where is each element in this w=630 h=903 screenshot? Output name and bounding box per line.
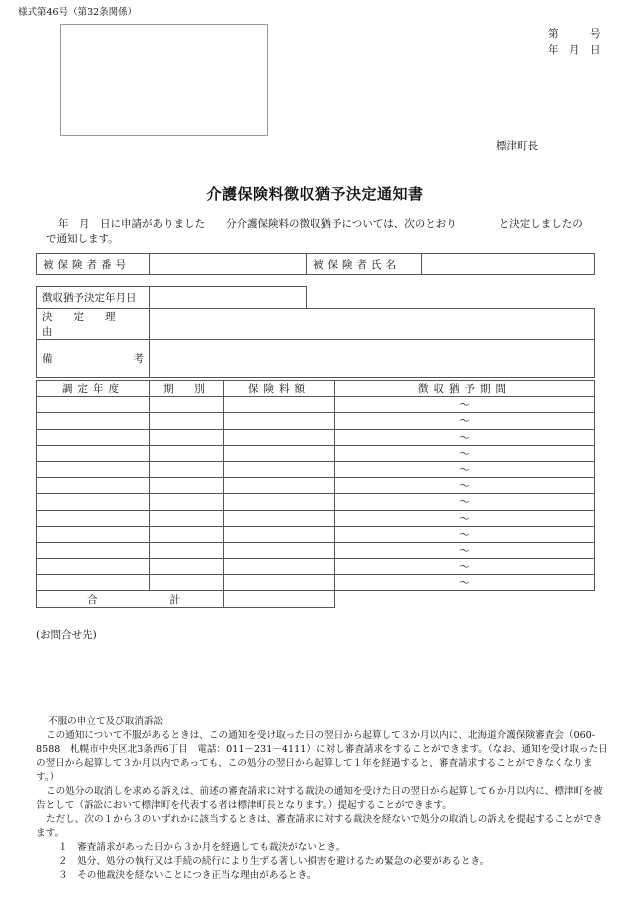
- row-period: [150, 559, 224, 575]
- address-box: [60, 24, 268, 136]
- row-deferral-period: ～: [335, 461, 595, 477]
- row-premium: [224, 542, 335, 558]
- row-period: [150, 413, 224, 429]
- row-deferral-period: ～: [335, 494, 595, 510]
- appeal-item-1: １ 審査請求があった日から３か月を経過しても裁決がないとき。: [58, 842, 346, 853]
- row-premium: [224, 559, 335, 575]
- row-deferral-period: ～: [335, 429, 595, 445]
- row-deferral-period: ～: [335, 526, 595, 542]
- sender-name: 標津町長: [496, 140, 538, 152]
- row-deferral-period: ～: [335, 397, 595, 413]
- header-premium: 保険料額: [224, 381, 335, 397]
- appeal-heading: 不服の申立て及び取消訴訟: [48, 716, 164, 727]
- row-fiscal-year: [37, 478, 150, 494]
- appeal-paragraph-3: ただし、次の１から３のいずれかに該当するときは、審査請求に対する裁決を経ないで処分の取消しの訴えを提起することができます。: [36, 814, 603, 839]
- insured-name-label: 被保険者氏名: [307, 254, 422, 275]
- row-deferral-period: ～: [335, 575, 595, 591]
- row-premium: [224, 413, 335, 429]
- schedule-row: [37, 429, 595, 445]
- decision-table: [36, 286, 595, 378]
- appeal-item-2: ２ 処分、処分の執行又は手続の続行により生ずる著しい損害を避けるため緊急の必要があるとき。: [58, 856, 490, 867]
- insured-table: [36, 253, 595, 275]
- row-deferral-period: ～: [335, 478, 595, 494]
- row-fiscal-year: [37, 510, 150, 526]
- schedule-row: [37, 575, 595, 591]
- header-deferral-period: 徴収猶予期間: [335, 381, 595, 397]
- schedule-row: [37, 397, 595, 413]
- row-premium: [224, 445, 335, 461]
- row-deferral-period: ～: [335, 445, 595, 461]
- insured-number-value: [150, 254, 307, 275]
- row-fiscal-year: [37, 445, 150, 461]
- row-premium: [224, 494, 335, 510]
- row-premium: [224, 575, 335, 591]
- remarks-value: [150, 340, 595, 378]
- row-fiscal-year: [37, 413, 150, 429]
- intro-line-1: 年 月 日に申請がありました 分介護保険料の徴収猶予については、次のとおり と決定しましたの: [58, 218, 583, 230]
- total-value: [224, 591, 335, 607]
- schedule-row: [37, 413, 595, 429]
- row-period: [150, 494, 224, 510]
- row-fiscal-year: [37, 429, 150, 445]
- row-deferral-period: ～: [335, 542, 595, 558]
- schedule-row: [37, 478, 595, 494]
- decision-date-label: 徴収猶予決定年月日: [37, 287, 150, 309]
- row-fiscal-year: [37, 526, 150, 542]
- header-fiscal-year: 調定年度: [37, 381, 150, 397]
- intro-line-2: で通知します。: [46, 233, 119, 245]
- total-blank: [335, 591, 595, 607]
- appeal-paragraph-2: この処分の取消しを求める訴えは、前述の審査請求に対する裁決の通知を受けた日の翌日から起算して６か月以内に、標津町を被告として（訴訟において標津町を代表する者は標津町長となります。）提起することができます。: [36, 786, 603, 811]
- row-premium: [224, 526, 335, 542]
- row-period: [150, 445, 224, 461]
- row-period: [150, 542, 224, 558]
- decision-date-blank: [307, 287, 595, 309]
- schedule-row: [37, 461, 595, 477]
- row-period: [150, 478, 224, 494]
- schedule-row: [37, 526, 595, 542]
- insured-number-label: 被保険者番号: [37, 254, 150, 275]
- row-premium: [224, 429, 335, 445]
- schedule-row: [37, 494, 595, 510]
- total-label: [37, 591, 224, 607]
- document-title: 介護保険料徴収猶予決定通知書: [206, 185, 424, 203]
- schedule-row: [37, 559, 595, 575]
- total-row: [37, 591, 595, 607]
- row-fiscal-year: [37, 542, 150, 558]
- row-premium: [224, 510, 335, 526]
- row-fiscal-year: [37, 461, 150, 477]
- row-deferral-period: ～: [335, 559, 595, 575]
- form-number: 様式第46号（第32条関係）: [18, 7, 138, 18]
- row-premium: [224, 461, 335, 477]
- row-period: [150, 510, 224, 526]
- inquiry-label: (お問合せ先): [36, 629, 97, 641]
- insured-name-value: [422, 254, 595, 275]
- header-period: 期 別: [150, 381, 224, 397]
- row-deferral-period: ～: [335, 510, 595, 526]
- total-label-2: 計: [169, 593, 180, 606]
- decision-reason-label: 決 定 理 由: [37, 309, 150, 340]
- row-fiscal-year: [37, 397, 150, 413]
- remarks-label-1: 備: [42, 353, 53, 365]
- total-label-1: 合: [87, 593, 98, 606]
- remarks-label-2: 考: [133, 353, 144, 365]
- row-fiscal-year: [37, 575, 150, 591]
- remarks-label: [37, 340, 150, 378]
- row-fiscal-year: [37, 494, 150, 510]
- decision-reason-value: [150, 309, 595, 340]
- document-date: 年 月 日: [548, 44, 601, 56]
- schedule-row: [37, 510, 595, 526]
- row-period: [150, 575, 224, 591]
- row-deferral-period: ～: [335, 413, 595, 429]
- document-number: 第 号: [548, 28, 601, 40]
- appeal-section: [36, 715, 608, 883]
- appeal-paragraph-1: この通知について不服があるときは、この通知を受け取った日の翌日から起算して３か月以内に、北海道介護保険審査会（060-8588 札幌市中央区北3条西6丁目 電話：011－231－4111）に対し審査請求をすることができます。（なお、通知を受け取った日の翌日から起算して３か月以内であっても、この処分の翌日から起算して１年を経過すると、審査請求することができなくなります。）: [36, 730, 608, 783]
- row-period: [150, 397, 224, 413]
- decision-date-value: [150, 287, 307, 309]
- appeal-item-3: ３ その他裁決を経ないことにつき正当な理由があるとき。: [58, 870, 317, 881]
- row-premium: [224, 478, 335, 494]
- row-period: [150, 461, 224, 477]
- row-premium: [224, 397, 335, 413]
- row-fiscal-year: [37, 559, 150, 575]
- schedule-row: [37, 445, 595, 461]
- row-period: [150, 429, 224, 445]
- row-period: [150, 526, 224, 542]
- schedule-table: [36, 380, 595, 608]
- schedule-row: [37, 542, 595, 558]
